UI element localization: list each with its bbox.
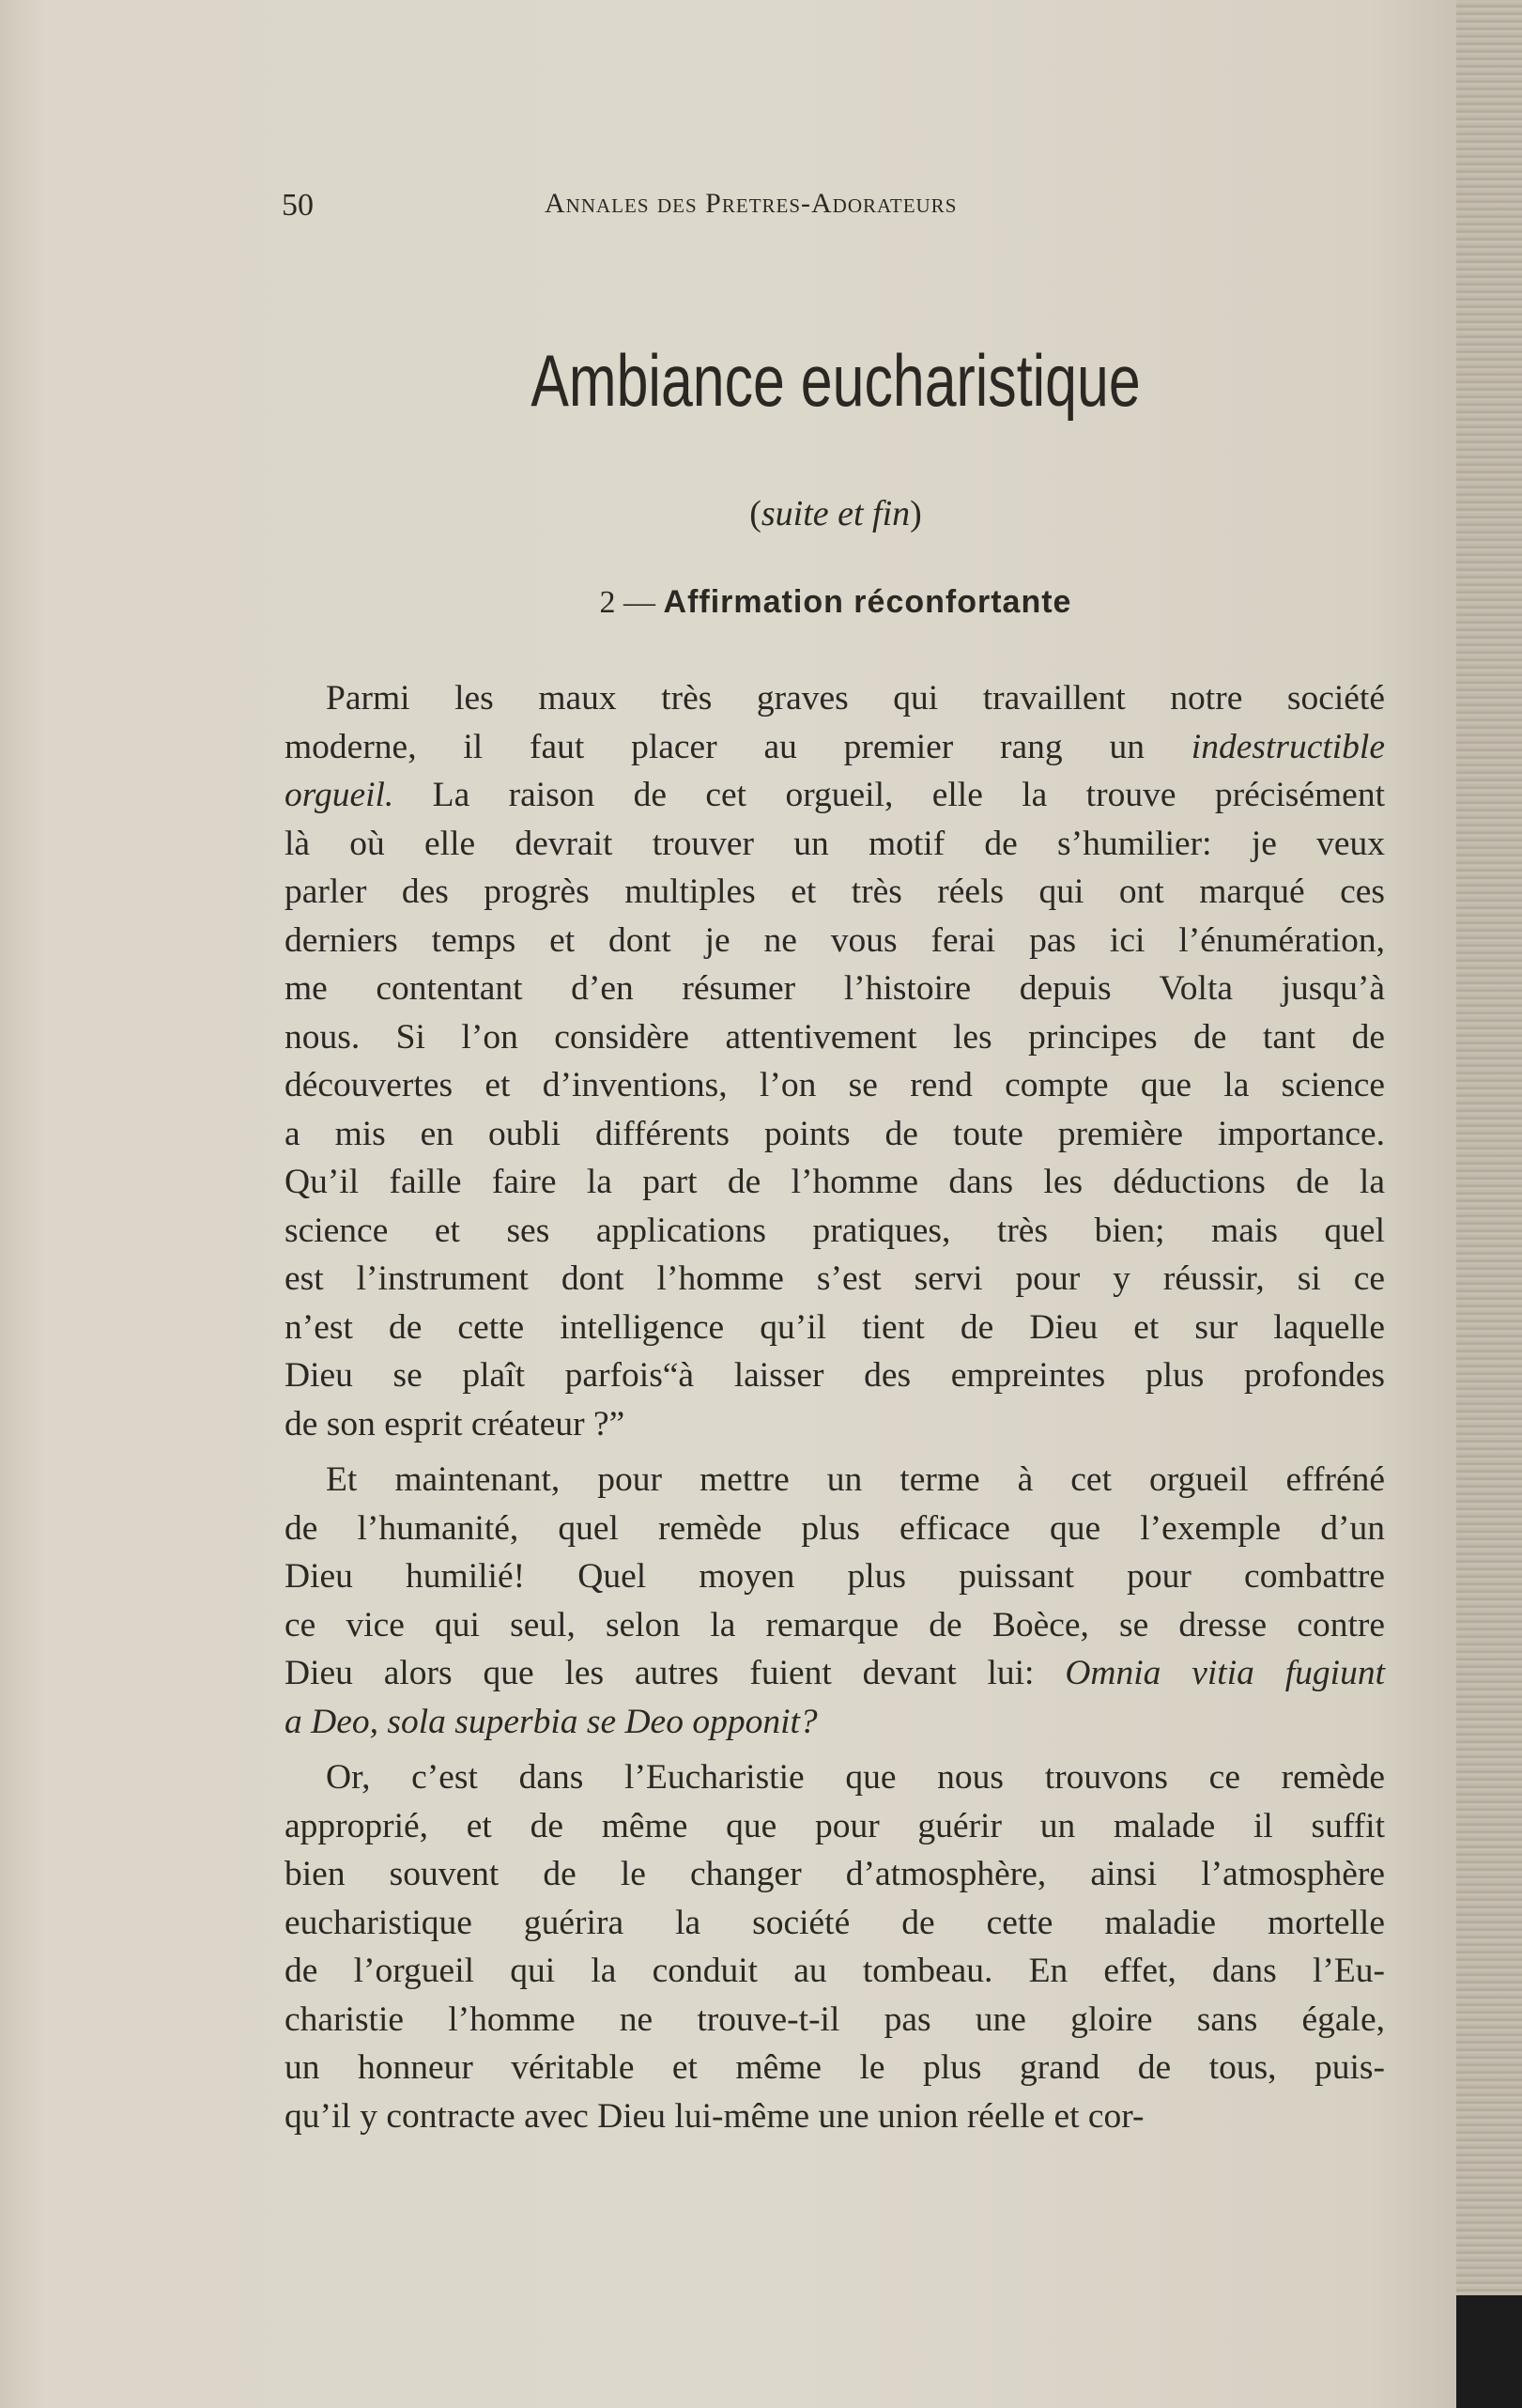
- line-text: Qu’il faille faire la part de l’homme dans les déductions de la: [284, 1163, 1385, 1201]
- italic-text: a Deo, sola superbia se Deo opponit?: [284, 1702, 818, 1741]
- line-text: ce vice qui seul, selon la remarque de Boèce, se dresse contre: [284, 1605, 1385, 1644]
- line-text: parler des progrès multiples et très réels qui ont marqué ces: [284, 872, 1385, 911]
- text-line: [284, 1061, 1385, 1110]
- text-line: [284, 674, 1385, 723]
- line-text: nous. Si l’on considère attentivement les principes de tant de: [284, 1017, 1385, 1057]
- line-text: a mis en oubli différents points de toute première importance.: [284, 1114, 1385, 1153]
- line-text: de son esprit créateur ?”: [284, 1404, 625, 1443]
- text-line: [284, 1207, 1385, 1256]
- text-line: [284, 1456, 1385, 1505]
- article-subtitle: (suite et fin): [749, 494, 922, 533]
- text-line: [284, 1400, 1385, 1449]
- paragraph-gap: [284, 1746, 1385, 1753]
- line-text: approprié, et de même que pour guérir un malade il suffit: [284, 1806, 1385, 1845]
- text-line: [284, 1158, 1385, 1207]
- text-line: [284, 2092, 1385, 2141]
- text-line: [284, 1850, 1385, 1899]
- text-line: [284, 1304, 1385, 1352]
- line-text: qu’il y contracte avec Dieu lui-même une union réelle et cor-: [284, 2096, 1145, 2136]
- text-line: [284, 917, 1385, 965]
- line-text: La raison de cet orgueil, elle la trouve précisément: [393, 776, 1385, 814]
- page-number: 50: [282, 188, 314, 223]
- text-line: [284, 1601, 1385, 1650]
- text-line: [284, 965, 1385, 1013]
- text-line: [284, 2044, 1385, 2092]
- line-text: moderne, il faut placer au premier rang un: [284, 727, 1191, 766]
- section-label: Affirmation réconfortante: [663, 584, 1072, 620]
- italic-text: orgueil.: [284, 776, 394, 814]
- text-line: [284, 723, 1385, 772]
- line-text: là où elle devrait trouver un motif de s’humilier: je veux: [284, 824, 1385, 863]
- italic-text: indestructible: [1191, 727, 1385, 766]
- line-text: Parmi les maux très graves qui travaillent notre société: [326, 679, 1385, 718]
- text-line: [284, 1255, 1385, 1304]
- running-head: [282, 188, 1390, 235]
- section-number: 2 —: [599, 585, 656, 620]
- line-text: est l’instrument dont l’homme s’est servi pour y réussir, si ce: [284, 1259, 1385, 1298]
- line-text: science et ses applications pratiques, très bien; mais quel: [284, 1211, 1385, 1250]
- paragraph: [284, 1753, 1385, 2140]
- paragraph-gap: [284, 1448, 1385, 1456]
- text-line: [284, 1552, 1385, 1601]
- article-title: Ambiance eucharistique: [530, 339, 1141, 422]
- text-line: [284, 1110, 1385, 1159]
- text-line: [284, 820, 1385, 869]
- text-line: [284, 1899, 1385, 1948]
- line-text: Dieu se plaît parfois“à laisser des empreintes plus profondes: [284, 1356, 1385, 1395]
- text-line: [284, 1802, 1385, 1851]
- text-line: [284, 1013, 1385, 1062]
- text-line: [284, 1753, 1385, 1802]
- line-text: me contentant d’en résumer l’histoire depuis Volta jusqu’à: [284, 969, 1385, 1008]
- line-text: un honneur véritable et même le plus grand de tous, puis-: [284, 2048, 1385, 2087]
- section-heading: [282, 584, 1390, 621]
- line-text: eucharistique guérira la société de cette maladie mortelle: [284, 1903, 1385, 1942]
- line-text: n’est de cette intelligence qu’il tient de Dieu et sur laquelle: [284, 1307, 1385, 1347]
- text-line: [284, 771, 1385, 820]
- text-line: [284, 868, 1385, 917]
- journal-title: Annales des Pretres-Adorateurs: [545, 188, 958, 219]
- line-text: bien souvent de le changer d’atmosphère, ainsi l’atmosphère: [284, 1855, 1385, 1893]
- text-line: [284, 1996, 1385, 2045]
- italic-text: Omnia vitia fugiunt: [1065, 1654, 1385, 1692]
- text-line: [284, 1947, 1385, 1996]
- paragraph: [284, 1456, 1385, 1746]
- line-text: charistie l’homme ne trouve-t-il pas une gloire sans égale,: [284, 1999, 1385, 2039]
- article-body: [284, 674, 1385, 2140]
- page-edge: [1456, 0, 1522, 2408]
- line-text: Et maintenant, pour mettre un terme à cet orgueil effréné: [326, 1460, 1385, 1499]
- line-text: Dieu humilié! Quel moyen plus puissant pour combattre: [284, 1557, 1385, 1596]
- text-line: [284, 1698, 1385, 1747]
- line-text: de l’humanité, quel remède plus efficace que l’exemple d’un: [284, 1508, 1385, 1548]
- line-text: Dieu alors que les autres fuient devant lui:: [284, 1654, 1066, 1692]
- text-line: [284, 1351, 1385, 1400]
- line-text: de l’orgueil qui la conduit au tombeau. En effet, dans l’Eu-: [284, 1952, 1385, 1990]
- paragraph: [284, 674, 1385, 1448]
- text-line: [284, 1505, 1385, 1553]
- scan-corner: [1456, 2295, 1522, 2408]
- text-line: [284, 1649, 1385, 1698]
- line-text: Or, c’est dans l’Eucharistie que nous trouvons ce remède: [326, 1758, 1385, 1797]
- line-text: derniers temps et dont je ne vous ferai pas ici l’énumération,: [284, 920, 1385, 960]
- line-text: découvertes et d’inventions, l’on se rend compte que la science: [284, 1066, 1385, 1104]
